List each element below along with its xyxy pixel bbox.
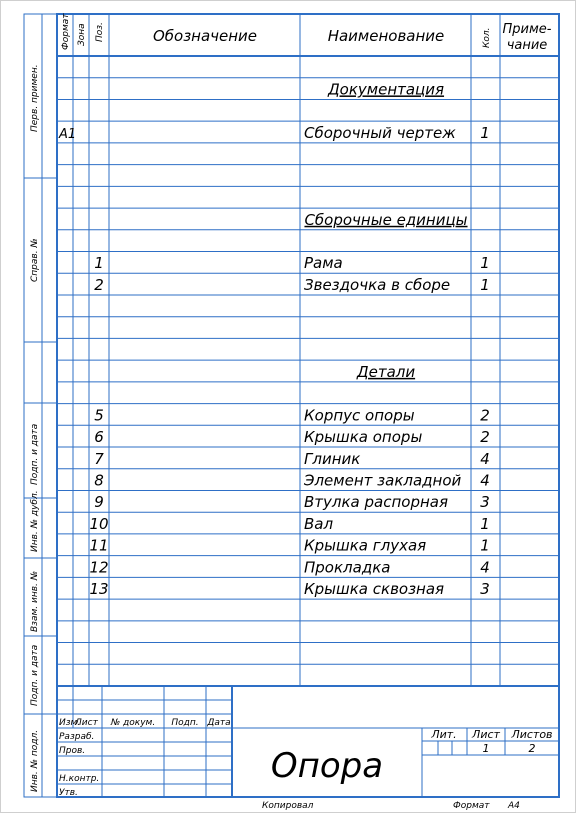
tb-lit-label: Лит. bbox=[431, 728, 457, 741]
row-name: Втулка распорная bbox=[304, 493, 449, 512]
row-format: А1 bbox=[59, 126, 77, 142]
row-qty: 1 bbox=[480, 123, 490, 142]
row-pos: 7 bbox=[94, 449, 104, 468]
row-section-title: Детали bbox=[356, 362, 416, 381]
side-label-perv-primen: Перв. примен. bbox=[30, 64, 40, 132]
row-qty: 1 bbox=[480, 536, 490, 555]
tb-sheets-label: Листов bbox=[511, 728, 553, 741]
tb-doc-no: № докум. bbox=[110, 718, 156, 728]
side-label-inv-dubl: Инв. № дубл. bbox=[30, 490, 40, 552]
row-pos: 2 bbox=[94, 275, 104, 294]
tb-title: Опора bbox=[270, 746, 384, 786]
tb-sheets-value: 2 bbox=[528, 742, 536, 755]
header-format: Формат bbox=[61, 13, 71, 50]
tb-list: Лист bbox=[75, 718, 98, 728]
row-name: Крышка опоры bbox=[304, 428, 423, 447]
row-name: Прокладка bbox=[304, 558, 391, 577]
row-qty: 4 bbox=[480, 558, 490, 577]
side-label-podp-data-1: Подп. и дата bbox=[30, 423, 40, 485]
header-note-1: Приме- bbox=[502, 22, 552, 37]
footer-format-label: Формат bbox=[453, 801, 490, 811]
row-qty: 3 bbox=[480, 493, 490, 512]
side-label-podp-data-2: Подп. и дата bbox=[30, 644, 40, 706]
table-row bbox=[89, 537, 489, 555]
row-pos: 10 bbox=[89, 514, 109, 533]
spec-rows bbox=[58, 80, 490, 598]
table-row bbox=[94, 254, 490, 272]
side-label-vzam-inv: Взам. инв. № bbox=[30, 570, 40, 632]
table-row bbox=[94, 471, 490, 489]
row-qty: 3 bbox=[480, 580, 490, 599]
table-row bbox=[89, 580, 489, 598]
header-row bbox=[61, 13, 552, 53]
tb-sheet-label: Лист bbox=[472, 728, 500, 741]
table-row bbox=[94, 450, 490, 468]
row-name: Корпус опоры bbox=[304, 406, 415, 425]
row-section-title: Сборочные единицы bbox=[304, 210, 468, 229]
title-block bbox=[57, 686, 559, 798]
row-pos: 1 bbox=[94, 254, 104, 273]
table-row bbox=[58, 124, 490, 142]
table-row bbox=[94, 276, 490, 294]
tb-prov: Пров. bbox=[59, 746, 86, 756]
row-pos: 6 bbox=[94, 428, 104, 447]
header-name: Наименование bbox=[327, 27, 445, 45]
footer bbox=[262, 801, 520, 811]
header-qty: Кол. bbox=[482, 27, 492, 48]
row-qty: 2 bbox=[480, 406, 490, 425]
row-qty: 1 bbox=[480, 254, 490, 273]
tb-data: Дата bbox=[207, 718, 231, 728]
table-row bbox=[89, 515, 489, 533]
tb-razrab: Разраб. bbox=[59, 732, 95, 742]
tb-sheet-value: 1 bbox=[482, 742, 490, 755]
row-pos: 12 bbox=[89, 558, 109, 577]
row-name: Глиник bbox=[304, 449, 361, 468]
side-label-inv-podl: Инв. № подл. bbox=[30, 729, 40, 792]
side-strip-dividers bbox=[24, 178, 57, 714]
row-qty: 1 bbox=[480, 514, 490, 533]
row-name: Сборочный чертеж bbox=[304, 123, 456, 142]
table-row bbox=[356, 363, 415, 381]
side-labels bbox=[30, 64, 40, 792]
table-row bbox=[94, 493, 490, 511]
row-qty: 4 bbox=[480, 471, 490, 490]
row-name: Рама bbox=[304, 254, 343, 273]
tb-podp: Подп. bbox=[171, 718, 199, 728]
header-designation: Обозначение bbox=[152, 27, 258, 45]
table-row bbox=[327, 80, 444, 98]
footer-format-value: А4 bbox=[508, 801, 520, 811]
row-name: Вал bbox=[304, 514, 334, 533]
row-name: Элемент закладной bbox=[304, 471, 462, 490]
row-name: Крышка глухая bbox=[304, 536, 427, 555]
row-pos: 9 bbox=[94, 493, 104, 512]
footer-copied: Копировал bbox=[262, 801, 314, 811]
table-row bbox=[304, 211, 467, 229]
table-row bbox=[94, 406, 490, 424]
tb-nkontr: Н.контр. bbox=[59, 774, 100, 784]
row-pos: 13 bbox=[89, 580, 109, 599]
tb-utv: Утв. bbox=[59, 788, 78, 798]
table-row bbox=[89, 558, 489, 576]
side-label-sprav: Справ. № bbox=[30, 238, 40, 282]
row-pos: 8 bbox=[94, 471, 104, 490]
row-name: Крышка сквозная bbox=[304, 580, 445, 599]
header-note-2: чание bbox=[506, 38, 548, 53]
row-pos: 5 bbox=[94, 406, 104, 425]
row-qty: 4 bbox=[480, 449, 490, 468]
side-strip bbox=[24, 14, 57, 797]
row-section-title: Документация bbox=[327, 80, 445, 99]
row-name: Звездочка в сборе bbox=[304, 275, 451, 294]
row-qty: 2 bbox=[480, 428, 490, 447]
row-pos: 11 bbox=[89, 536, 109, 555]
tb-izm: Изм. bbox=[59, 718, 81, 728]
header-zone: Зона bbox=[77, 23, 87, 46]
header-pos: Поз. bbox=[95, 22, 105, 42]
row-qty: 1 bbox=[480, 275, 490, 294]
table-row bbox=[94, 428, 490, 446]
